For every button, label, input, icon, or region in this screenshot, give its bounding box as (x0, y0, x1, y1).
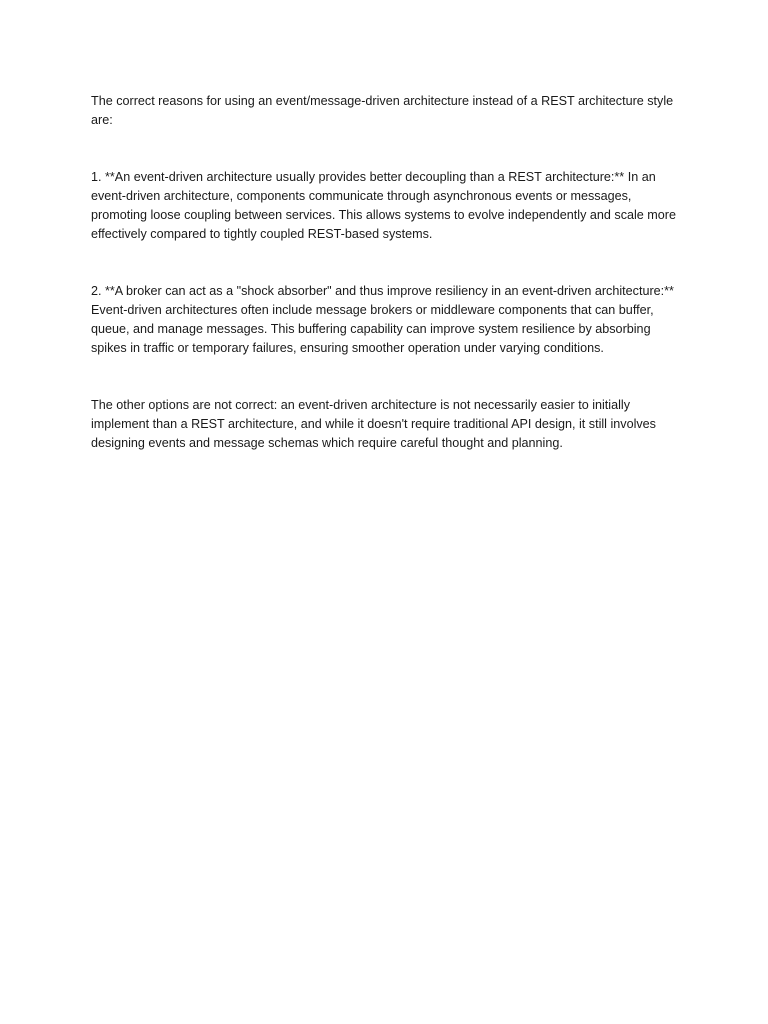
point-two-paragraph: 2. **A broker can act as a "shock absorber" and thus improve resiliency in an event-driven architecture:** Event-driven architectures often include message brokers or middleware components that can buffer, queue, and manage messages. This buffering capability can improve system resilience by absorbing spikes in traffic or temporary failures, ensuring smoother operation under varying conditions. (91, 284, 674, 355)
intro-paragraph: The correct reasons for using an event/message-driven architecture instead of a REST architecture style are: (91, 94, 674, 127)
paragraph-spacer (91, 130, 681, 168)
conclusion-paragraph: The other options are not correct: an event-driven architecture is not necessarily easier to initially implement than a REST architecture, and while it doesn't require traditional API design, it still involves designing events and message schemas which require careful thought and planning. (91, 398, 656, 450)
point-one-paragraph: 1. **An event-driven architecture usually provides better decoupling than a REST architecture:** In an event-driven architecture, components communicate through asynchronous events or messages, promoting loose coupling between services. This allows systems to evolve independently and scale more effectively compared to tightly coupled REST-based systems. (91, 170, 676, 241)
paragraph-spacer (91, 358, 681, 396)
document-body (91, 92, 681, 453)
paragraph-spacer (91, 244, 681, 282)
